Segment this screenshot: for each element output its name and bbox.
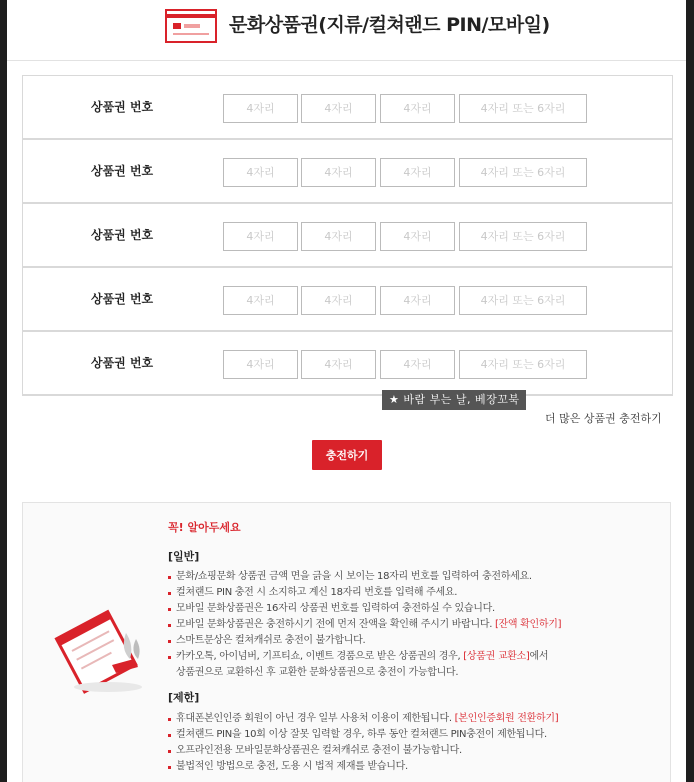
pin-input-1[interactable]: 4자리 bbox=[223, 350, 298, 379]
pin-input-3[interactable]: 4자리 bbox=[380, 222, 455, 251]
pin-input-4[interactable]: 4자리 또는 6자리 bbox=[459, 286, 587, 315]
notice-title: 꼭! 알아두세요 bbox=[168, 521, 241, 534]
pin-input-1[interactable]: 4자리 bbox=[223, 222, 298, 251]
voucher-number-label: 상품권 번호 bbox=[91, 228, 154, 242]
restriction-section-title: [제한] bbox=[168, 691, 200, 704]
pin-input-1[interactable]: 4자리 bbox=[223, 158, 298, 187]
pin-row bbox=[23, 332, 672, 396]
voucher-card-icon bbox=[165, 9, 217, 43]
pin-input-2[interactable]: 4자리 bbox=[301, 94, 376, 123]
pin-input-2[interactable]: 4자리 bbox=[301, 286, 376, 315]
notice-item: 모바일 문화상품권은 충전하시기 전에 먼저 잔액을 확인해 주시기 바랍니다. [잔액 확인하기] bbox=[168, 617, 658, 633]
pin-input-3[interactable]: 4자리 bbox=[380, 158, 455, 187]
pin-input-4[interactable]: 4자리 또는 6자리 bbox=[459, 94, 587, 123]
pin-input-3[interactable]: 4자리 bbox=[380, 286, 455, 315]
pin-input-4[interactable]: 4자리 또는 6자리 bbox=[459, 222, 587, 251]
pin-row bbox=[23, 76, 672, 140]
page-header bbox=[7, 0, 686, 61]
notice-item: 모바일 문화상품권은 16자리 상품권 번호를 입력하여 충전하실 수 있습니다. bbox=[168, 601, 658, 617]
pin-input-3[interactable]: 4자리 bbox=[380, 94, 455, 123]
notice-item: 카카오톡, 아이넘버, 기프티쇼, 이벤트 경품으로 받은 상품권의 경우, [상품권 교환소]에서 bbox=[168, 649, 658, 665]
pin-input-2[interactable]: 4자리 bbox=[301, 158, 376, 187]
page bbox=[7, 0, 686, 782]
notice-item: 휴대폰본인인증 회원이 아닌 경우 일부 사용처 이용이 제한됩니다. [본인인증회원 전환하기] bbox=[168, 711, 658, 727]
pin-input-2[interactable]: 4자리 bbox=[301, 350, 376, 379]
pin-row bbox=[23, 204, 672, 268]
notice-link[interactable]: [잔액 확인하기] bbox=[494, 619, 562, 630]
pin-row bbox=[23, 140, 672, 204]
voucher-number-label: 상품권 번호 bbox=[91, 100, 154, 114]
user-tooltip: ★ 바람 부는 날, 베장꼬북 bbox=[382, 390, 526, 410]
pin-row bbox=[23, 268, 672, 332]
notice-item: 문화/쇼핑문화 상품권 금액 면을 긁을 시 보이는 18자리 번호를 입력하여 충전하세요. bbox=[168, 569, 658, 585]
notice-link[interactable]: [상품권 교환소] bbox=[463, 651, 530, 662]
voucher-number-label: 상품권 번호 bbox=[91, 164, 154, 178]
notice-link[interactable]: [본인인증회원 전환하기] bbox=[454, 713, 559, 724]
notice-item: 컬쳐랜드 PIN을 10회 이상 잘못 입력할 경우, 하루 동안 컬쳐랜드 PIN충전이 제한됩니다. bbox=[168, 727, 658, 743]
voucher-number-label: 상품권 번호 bbox=[91, 292, 154, 306]
general-section-title: [일반] bbox=[168, 550, 200, 563]
pin-input-1[interactable]: 4자리 bbox=[223, 286, 298, 315]
pin-input-1[interactable]: 4자리 bbox=[223, 94, 298, 123]
pin-input-3[interactable]: 4자리 bbox=[380, 350, 455, 379]
notice-item-continuation: 상품권으로 교환하신 후 교환한 문화상품권으로 충전이 가능합니다. bbox=[176, 667, 459, 678]
restriction-notice-list bbox=[168, 711, 658, 775]
pin-input-4[interactable]: 4자리 또는 6자리 bbox=[459, 158, 587, 187]
more-vouchers-link[interactable]: 더 많은 상품권 충전하기 bbox=[545, 412, 662, 425]
notice-item: 스마트문상은 컬쳐캐쉬로 충전이 불가합니다. bbox=[168, 633, 658, 649]
pin-input-4[interactable]: 4자리 또는 6자리 bbox=[459, 350, 587, 379]
notepad-illustration-icon bbox=[48, 603, 148, 695]
notice-item: 오프라인전용 모바일문화상품권은 컬쳐캐쉬로 충전이 불가능합니다. bbox=[168, 743, 658, 759]
pin-input-2[interactable]: 4자리 bbox=[301, 222, 376, 251]
voucher-number-label: 상품권 번호 bbox=[91, 356, 154, 370]
charge-button[interactable]: 충전하기 bbox=[312, 440, 382, 470]
pin-input-rows bbox=[22, 75, 673, 396]
page-title: 문화상품권(지류/컬쳐랜드 PIN/모바일) bbox=[229, 14, 550, 36]
notice-box bbox=[22, 502, 671, 782]
notice-item: 불법적인 방법으로 충전, 도용 시 법적 제재를 받습니다. bbox=[168, 759, 658, 775]
notice-item: 컬쳐랜드 PIN 충전 시 소지하고 계신 18자리 번호를 입력해 주세요. bbox=[168, 585, 658, 601]
general-notice-list bbox=[168, 569, 658, 681]
